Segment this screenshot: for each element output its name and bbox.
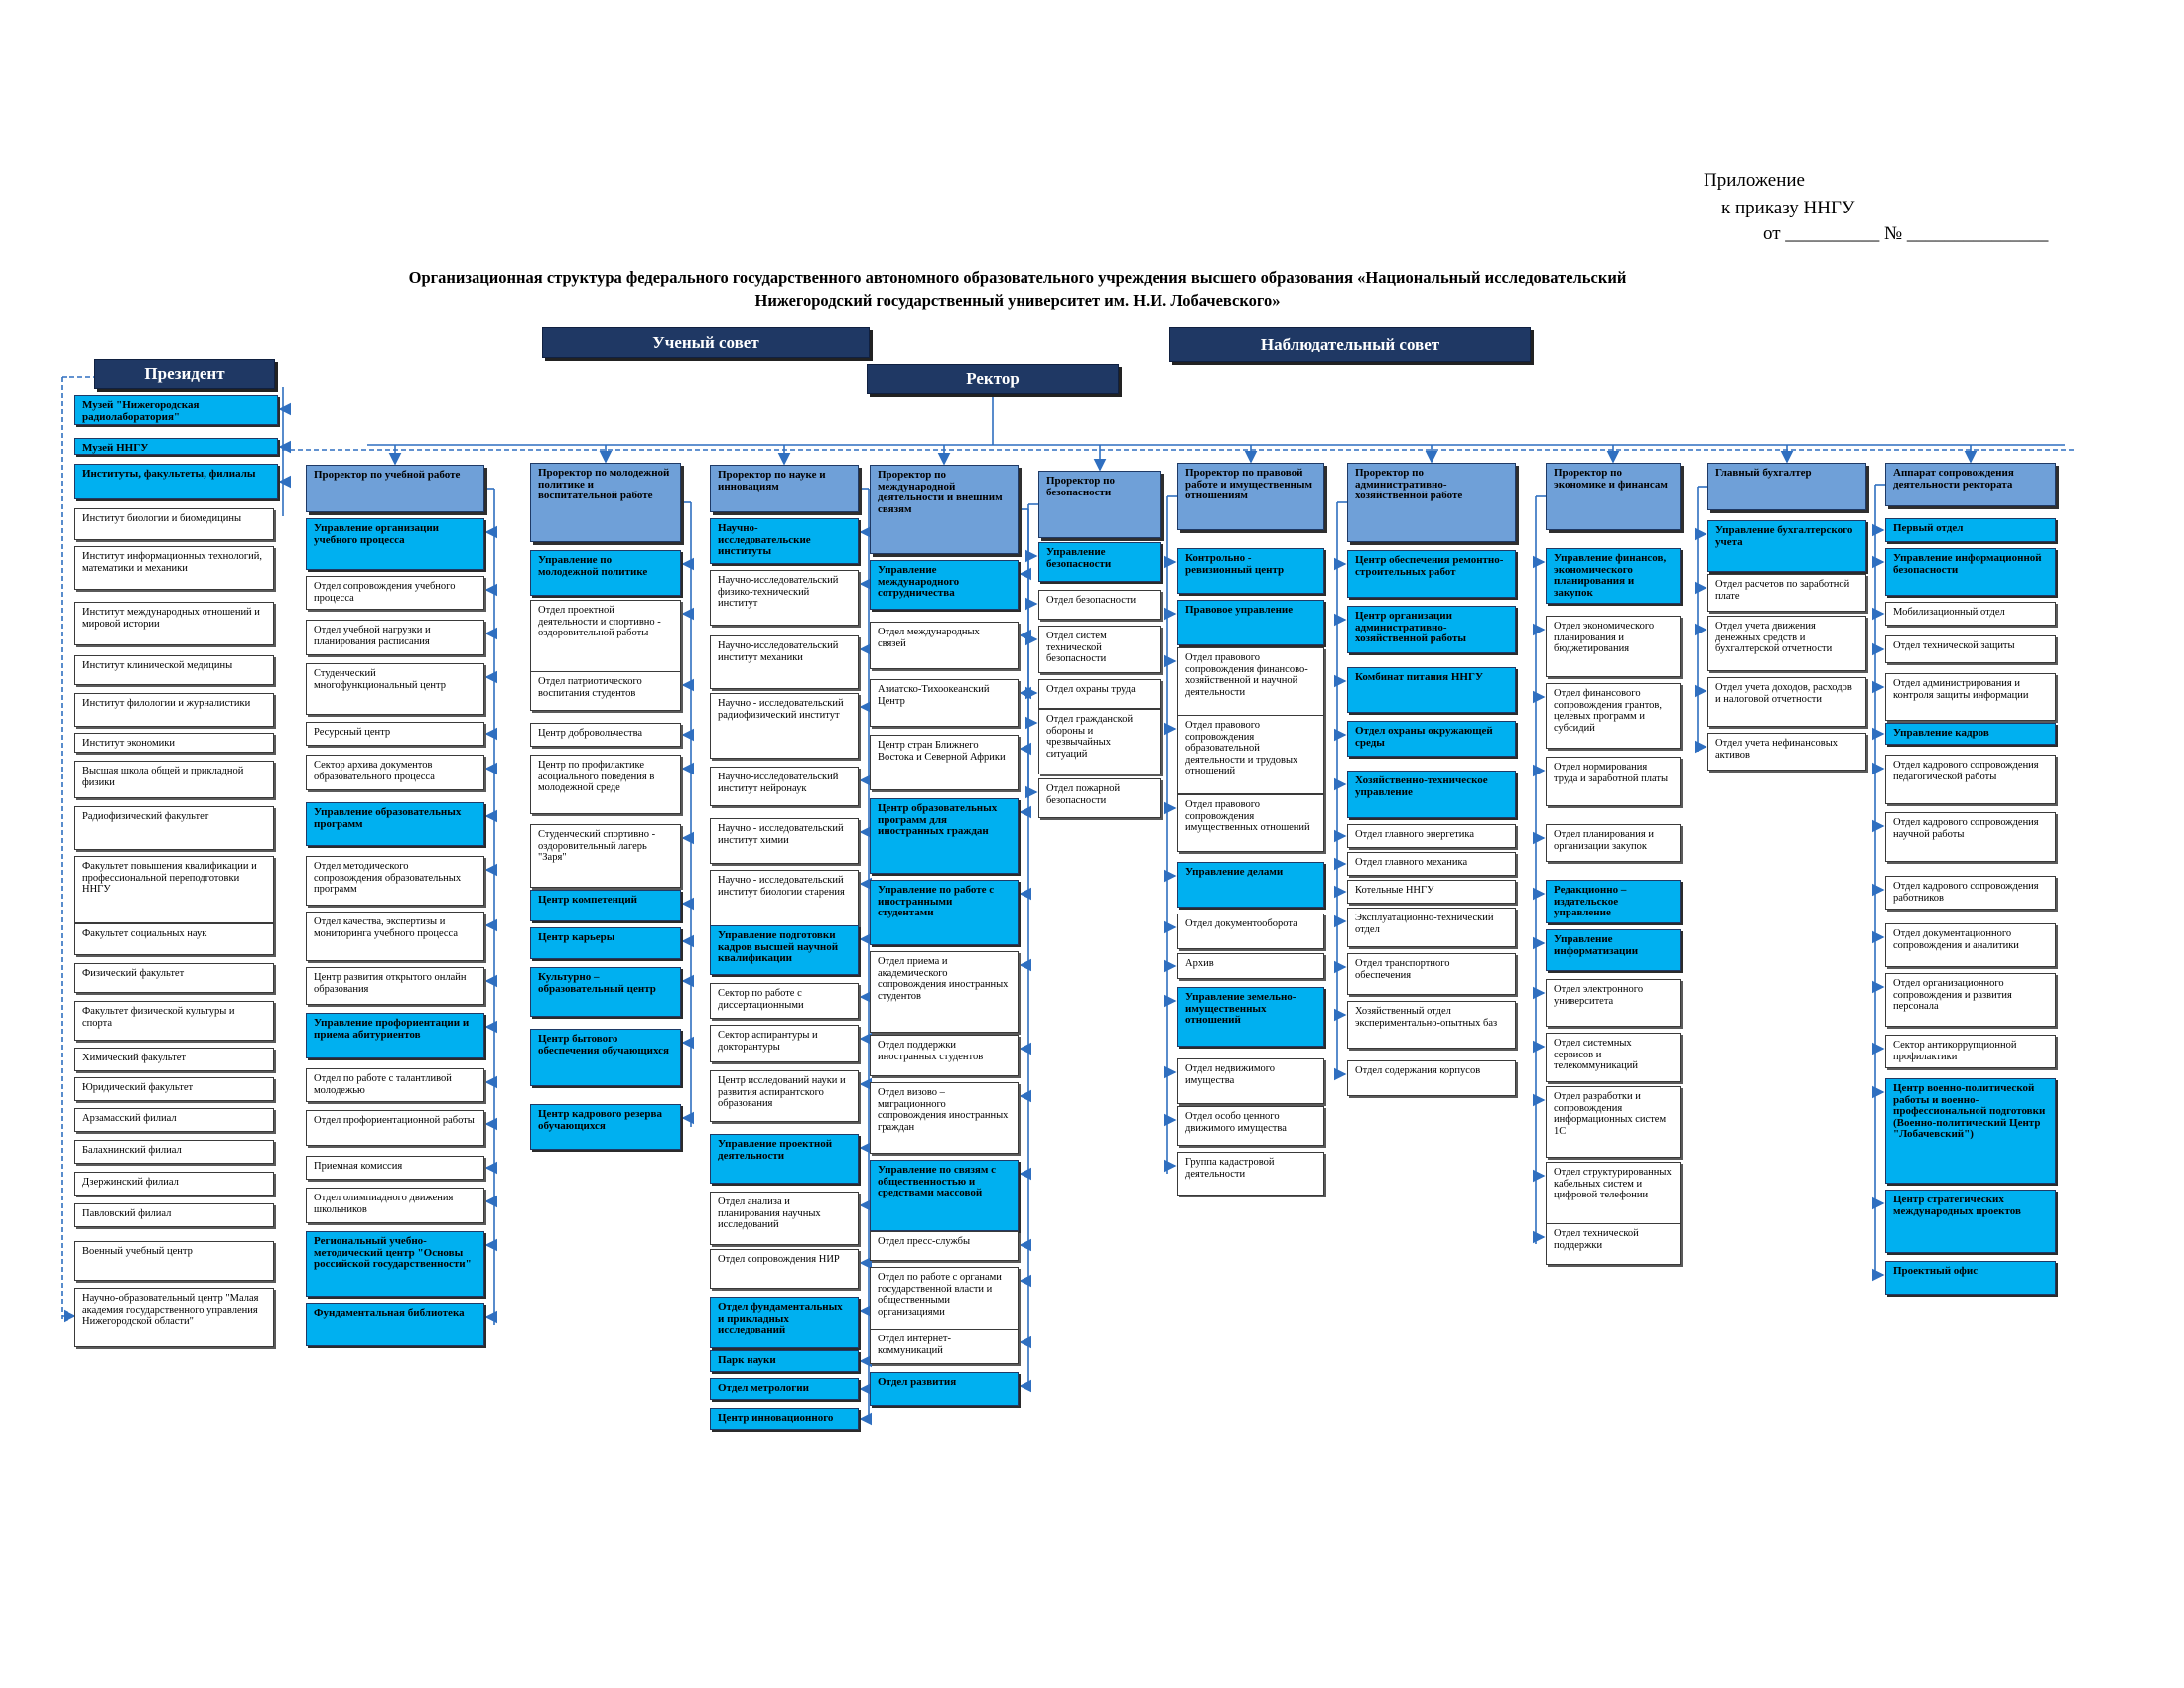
president-unit-box: Факультет социальных наук [74,923,274,955]
unit-box: Отдел расчетов по заработной плате [1707,574,1866,612]
unit-box: Отдел правового сопровождения образовательной деятельности и трудовых отношений [1177,715,1324,794]
unit-box: Управление по молодежной политике [530,550,681,596]
unit-box: Азиатско-Тихоокеанский Центр [870,679,1019,727]
unit-box: Отдел технической защиты [1885,635,2056,663]
unit-box: Центр инновационного [710,1408,859,1430]
supervisory-board-box: Наблюдательный совет [1169,327,1531,362]
unit-box: Центр по профилактике асоциального поведения в молодежной среде [530,755,681,814]
unit-box: Управление земельно-имущественных отношений [1177,987,1324,1047]
unit-box: Управление проектной деятельности [710,1134,859,1184]
unit-box: Отдел по работе с талантливой молодежью [306,1068,484,1102]
president-unit-box: Институт экономики [74,733,274,753]
unit-box: Управление подготовки кадров высшей научной квалификации [710,925,859,975]
unit-box: Отдел проектной деятельности и спортивно - оздоровительной работы [530,600,681,673]
unit-box: Центр стран Ближнего Востока и Северной Африки [870,735,1019,790]
unit-box: Культурно – образовательный центр [530,967,681,1017]
unit-box: Управление организации учебного процесса [306,518,484,570]
unit-box: Центр организации административно-хозяйственной работы [1347,606,1516,653]
unit-box: Региональный учебно-методический центр "Основы российской государственности" [306,1231,484,1297]
president-unit-box: Павловский филиал [74,1203,274,1227]
unit-box: Научно-исследовательские институты [710,518,859,564]
unit-box: Котельные ННГУ [1347,880,1516,904]
president-unit-box: Арзамасский филиал [74,1108,274,1132]
unit-box: Отдел учета движения денежных средств и бухгалтерской отчетности [1707,616,1866,671]
unit-box: Отдел патриотического воспитания студентов [530,671,681,711]
unit-box: Управление кадров [1885,723,2056,745]
unit-box: Отдел финансового сопровождения грантов, целевых программ и субсидий [1546,683,1681,749]
unit-box: Сектор по работе с диссертационными [710,983,859,1019]
unit-box: Отдел методического сопровождения образовательных программ [306,856,484,906]
unit-box: Эксплуатационно-технический отдел [1347,908,1516,947]
unit-box: Научно-исследовательский физико-технический институт [710,570,859,626]
president-unit-box: Научно-образовательный центр "Малая академия государственного управления Нижегородской области" [74,1288,274,1347]
unit-box: Центр компетенций [530,890,681,921]
unit-box: Мобилизационный отдел [1885,602,2056,626]
unit-box: Отдел по работе с органами государственной власти и общественными организациями [870,1267,1019,1336]
unit-box: Отдел документооборота [1177,914,1324,949]
unit-box: Центр исследований науки и развития аспирантского образования [710,1070,859,1122]
unit-box: Отдел системных сервисов и телекоммуникаций [1546,1033,1681,1082]
unit-box: Отдел недвижимого имущества [1177,1058,1324,1104]
president-unit-box: Высшая школа общей и прикладной физики [74,761,274,798]
vice-rector-head-box: Проректор по административно-хозяйственной работе [1347,463,1516,542]
unit-box: Сектор антикоррупционной профилактики [1885,1035,2056,1068]
unit-box: Отдел кадрового сопровождения педагогической работы [1885,755,2056,804]
president-unit-box: Юридический факультет [74,1077,274,1101]
unit-box: Парк науки [710,1350,859,1372]
unit-box: Студенческий многофункциональный центр [306,663,484,715]
unit-box: Центр карьеры [530,927,681,959]
president-unit-box: Институты, факультеты, филиалы [74,464,278,499]
vice-rector-head-box: Проректор по международной деятельности и внешним связям [870,465,1019,554]
unit-box: Центр стратегических международных проектов [1885,1190,2056,1253]
unit-box: Отдел приема и академического сопровождения иностранных студентов [870,951,1019,1033]
president-unit-box: Факультет повышения квалификации и профессиональной переподготовки ННГУ [74,856,274,923]
unit-box: Отдел пожарной безопасности [1038,778,1161,818]
unit-box: Отдел планирования и организации закупок [1546,824,1681,862]
president-unit-box: Институт филологии и журналистики [74,693,274,727]
unit-box: Управление по связям с общественностью и средствами массовой [870,1160,1019,1231]
unit-box: Центр обеспечения ремонтно-строительных работ [1347,550,1516,598]
unit-box: Отдел сопровождения НИР [710,1249,859,1289]
president-unit-box: Военный учебный центр [74,1241,274,1281]
president-unit-box: Химический факультет [74,1048,274,1071]
unit-box: Хозяйственно-техническое управление [1347,771,1516,818]
unit-box: Управление международного сотрудничества [870,560,1019,610]
page-title: Организационная структура федерального государственного автономного образовательного учреждения высшего образования «Национальный исследовательский Нижегородский государственный университет им. Н.И. Лобачевского» [408,268,1627,310]
unit-box: Отдел пресс-службы [870,1231,1019,1261]
unit-box: Отдел метрологии [710,1378,859,1400]
unit-box: Центр военно-политической работы и военно-профессиональной подготовки (Военно-политический Центр "Лобачевский") [1885,1078,2056,1184]
annex-line-3: от __________ № _______________ [1763,223,2049,244]
unit-box: Сектор архива документов образовательного процесса [306,755,484,790]
unit-box: Отдел визово – миграционного сопровождения иностранных граждан [870,1082,1019,1154]
unit-box: Отдел учета нефинансовых активов [1707,733,1866,771]
vice-rector-head-box: Проректор по безопасности [1038,471,1161,538]
unit-box: Отдел развития [870,1372,1019,1406]
unit-box: Управление по работе с иностранными студентами [870,880,1019,945]
president-unit-box: Дзержинский филиал [74,1172,274,1196]
unit-box: Отдел транспортного обеспечения [1347,953,1516,995]
unit-box: Отдел охраны окружающей среды [1347,721,1516,757]
unit-box: Хозяйственный отдел экспериментально-опытных баз [1347,1001,1516,1049]
unit-box: Отдел правового сопровождения имущественных отношений [1177,794,1324,852]
president-unit-box: Балахнинский филиал [74,1140,274,1164]
president-unit-box: Институт информационных технологий, математики и механики [74,546,274,590]
unit-box: Сектор аспирантуры и докторантуры [710,1025,859,1062]
unit-box: Отдел кадрового сопровождения работников [1885,876,2056,910]
president-unit-box: Факультет физической культуры и спорта [74,1001,274,1041]
unit-box: Отдел качества, экспертизы и мониторинга учебного процесса [306,912,484,961]
unit-box: Центр добровольчества [530,723,681,747]
unit-box: Отдел гражданской обороны и чрезвычайных ситуаций [1038,709,1161,774]
unit-box: Отдел особо ценного движимого имущества [1177,1106,1324,1146]
unit-box: Отдел главного механика [1347,852,1516,876]
unit-box: Проектный офис [1885,1261,2056,1295]
annex-line-2: к приказу ННГУ [1721,198,1855,218]
annex-line-1: Приложение [1704,170,1805,191]
unit-box: Центр образовательных программ для иностранных граждан [870,798,1019,874]
unit-box: Отдел главного энергетика [1347,824,1516,848]
unit-box: Отдел интернет-коммуникаций [870,1329,1019,1364]
president-unit-box: Радиофизический факультет [74,806,274,850]
unit-box: Научно-исследовательский институт нейронаук [710,767,859,806]
president-unit-box: Музей ННГУ [74,438,278,455]
unit-box: Отдел учебной нагрузки и планирования расписания [306,620,484,655]
unit-box: Отдел содержания корпусов [1347,1060,1516,1096]
vice-rector-head-box: Проректор по правовой работе и имущественным отношениям [1177,463,1324,530]
academic-council-box: Ученый совет [542,327,870,358]
unit-box: Центр бытового обеспечения обучающихся [530,1029,681,1086]
president-unit-box: Физический факультет [74,963,274,993]
unit-box: Научно - исследовательский институт химии [710,818,859,864]
unit-box: Отдел анализа и планирования научных исследований [710,1192,859,1245]
unit-box: Первый отдел [1885,518,2056,542]
unit-box: Группа кадастровой деятельности [1177,1152,1324,1196]
vice-rector-head-box: Проректор по учебной работе [306,465,484,512]
unit-box: Отдел профориентационной работы [306,1110,484,1146]
unit-box: Отдел структурированных кабельных систем и цифровой телефонии [1546,1162,1681,1243]
unit-box: Отдел систем технической безопасности [1038,626,1161,673]
president-unit-box: Институт международных отношений и мировой истории [74,602,274,645]
unit-box: Отдел международных связей [870,622,1019,669]
unit-box: Отдел экономического планирования и бюджетирования [1546,616,1681,677]
unit-box: Управление безопасности [1038,542,1161,582]
unit-box: Отдел кадрового сопровождения научной работы [1885,812,2056,862]
unit-box: Архив [1177,953,1324,979]
unit-box: Отдел администрирования и контроля защиты информации [1885,673,2056,721]
unit-box: Управление информатизации [1546,929,1681,971]
unit-box: Фундаментальная библиотека [306,1303,484,1346]
unit-box: Правовое управление [1177,600,1324,645]
unit-box: Управление профориентации и приема абитуриентов [306,1013,484,1058]
president-box: Президент [94,359,275,389]
unit-box: Отдел сопровождения учебного процесса [306,576,484,610]
unit-box: Контрольно - ревизионный центр [1177,548,1324,594]
unit-box: Отдел нормирования труда и заработной платы [1546,757,1681,806]
unit-box: Комбинат питания ННГУ [1347,667,1516,713]
unit-box: Управление информационной безопасности [1885,548,2056,596]
rector-box: Ректор [867,364,1119,394]
unit-box: Центр развития открытого онлайн образования [306,967,484,1005]
unit-box: Приемная комиссия [306,1156,484,1180]
unit-box: Отдел технической поддержки [1546,1223,1681,1265]
unit-box: Отдел учета доходов, расходов и налоговой отчетности [1707,677,1866,727]
vice-rector-head-box: Проректор по экономике и финансам [1546,463,1681,530]
president-unit-box: Музей "Нижегородская радиолаборатория" [74,395,278,425]
unit-box: Отдел безопасности [1038,590,1161,620]
unit-box: Управление делами [1177,862,1324,908]
unit-box: Отдел электронного университета [1546,979,1681,1027]
unit-box: Отдел организационного сопровождения и развития персонала [1885,973,2056,1027]
unit-box: Отдел документационного сопровождения и аналитики [1885,923,2056,967]
unit-box: Редакционно – издательское управление [1546,880,1681,923]
unit-box: Отдел поддержки иностранных студентов [870,1035,1019,1076]
unit-box: Управление бухгалтерского учета [1707,520,1866,572]
president-unit-box: Институт биологии и биомедицины [74,508,274,540]
unit-box: Отдел охраны труда [1038,679,1161,709]
unit-box: Научно - исследовательский институт биологии старения [710,870,859,933]
unit-box: Научно-исследовательский институт механики [710,635,859,689]
unit-box: Отдел разработки и сопровождения информационных систем 1С [1546,1086,1681,1158]
unit-box: Студенческий спортивно - оздоровительный лагерь "Заря" [530,824,681,888]
unit-box: Научно - исследовательский радиофизический институт [710,693,859,759]
unit-box: Управление финансов, экономического планирования и закупок [1546,548,1681,604]
vice-rector-head-box: Аппарат сопровождения деятельности ректората [1885,463,2056,506]
unit-box: Отдел фундаментальных и прикладных исследований [710,1297,859,1348]
president-unit-box: Институт клинической медицины [74,655,274,685]
unit-box: Центр кадрового резерва обучающихся [530,1104,681,1150]
unit-box: Отдел олимпиадного движения школьников [306,1188,484,1223]
vice-rector-head-box: Проректор по науке и инновациям [710,465,859,512]
unit-box: Отдел правового сопровождения финансово-хозяйственной и научной деятельности [1177,647,1324,717]
unit-box: Управление образовательных программ [306,802,484,846]
vice-rector-head-box: Главный бухгалтер [1707,463,1866,510]
unit-box: Ресурсный центр [306,722,484,746]
vice-rector-head-box: Проректор по молодежной политике и воспитательной работе [530,463,681,542]
